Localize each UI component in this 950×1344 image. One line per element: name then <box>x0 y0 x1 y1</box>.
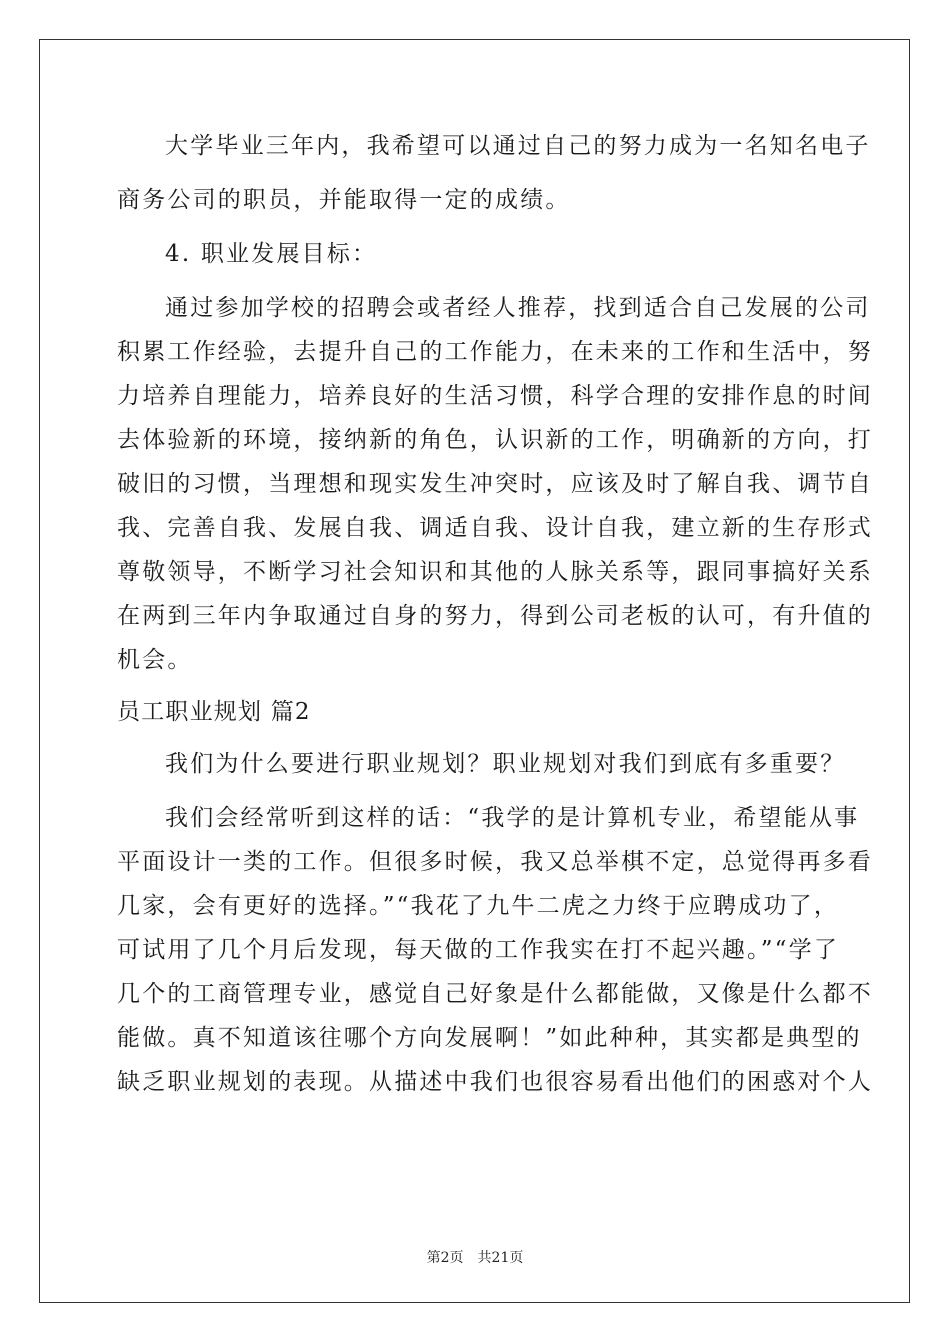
list-heading: 4. 职业发展目标： <box>165 241 378 267</box>
page-total: 共21页 <box>477 1250 524 1266</box>
paragraph-line: 大学毕业三年内，我希望可以通过自己的努力成为一名知名电子 <box>165 133 871 159</box>
paragraph-line: 缺乏职业规划的表现。从描述中我们也很容易看出他们的困惑对个人 <box>117 1069 873 1095</box>
paragraph-line: 去体验新的环境，接纳新的角色，认识新的工作，明确新的方向，打 <box>117 427 873 453</box>
paragraph-line: 我们会经常听到这样的话：“我学的是计算机专业，希望能从事 <box>165 805 860 831</box>
paragraph-line: 力培养自理能力，培养良好的生活习惯，科学合理的安排作息的时间 <box>117 383 873 409</box>
page-number: 第2页 <box>426 1250 464 1266</box>
paragraph-line: 在两到三年内争取通过自身的努力，得到公司老板的认可，有升值的 <box>117 603 873 629</box>
paragraph-line: 平面设计一类的工作。但很多时候，我又总举棋不定，总觉得再多看 <box>117 849 873 875</box>
paragraph-line: 我们为什么要进行职业规划？职业规划对我们到底有多重要？ <box>165 751 846 777</box>
paragraph-line: 机会。 <box>117 647 193 673</box>
page-footer <box>0 1247 950 1267</box>
paragraph-line: 可试用了几个月后发现，每天做的工作我实在打不起兴趣。”“学了 <box>117 937 840 963</box>
paragraph-line: 尊敬领导，不断学习社会知识和其他的人脉关系等，跟同事搞好关系 <box>117 559 873 585</box>
paragraph-line: 能做。真不知道该往哪个方向发展啊！”如此种种，其实都是典型的 <box>117 1025 862 1051</box>
paragraph-line: 我、完善自我、发展自我、调适自我、设计自我，建立新的生存形式 <box>117 515 873 541</box>
paragraph-line: 积累工作经验，去提升自己的工作能力，在未来的工作和生活中，努 <box>117 339 873 365</box>
paragraph-line: 破旧的习惯，当理想和现实发生冲突时，应该及时了解自我、调节自 <box>117 471 873 497</box>
paragraph-line: 几家，会有更好的选择。”“我花了九牛二虎之力终于应聘成功了， <box>117 893 840 919</box>
paragraph-line: 几个的工商管理专业，感觉自己好象是什么都能做，又像是什么都不 <box>117 981 873 1007</box>
paragraph-line: 通过参加学校的招聘会或者经人推荐，找到适合自己发展的公司 <box>165 295 871 321</box>
section-heading: 员工职业规划 篇2 <box>117 699 311 725</box>
paragraph-line: 商务公司的职员，并能取得一定的成绩。 <box>117 187 571 213</box>
